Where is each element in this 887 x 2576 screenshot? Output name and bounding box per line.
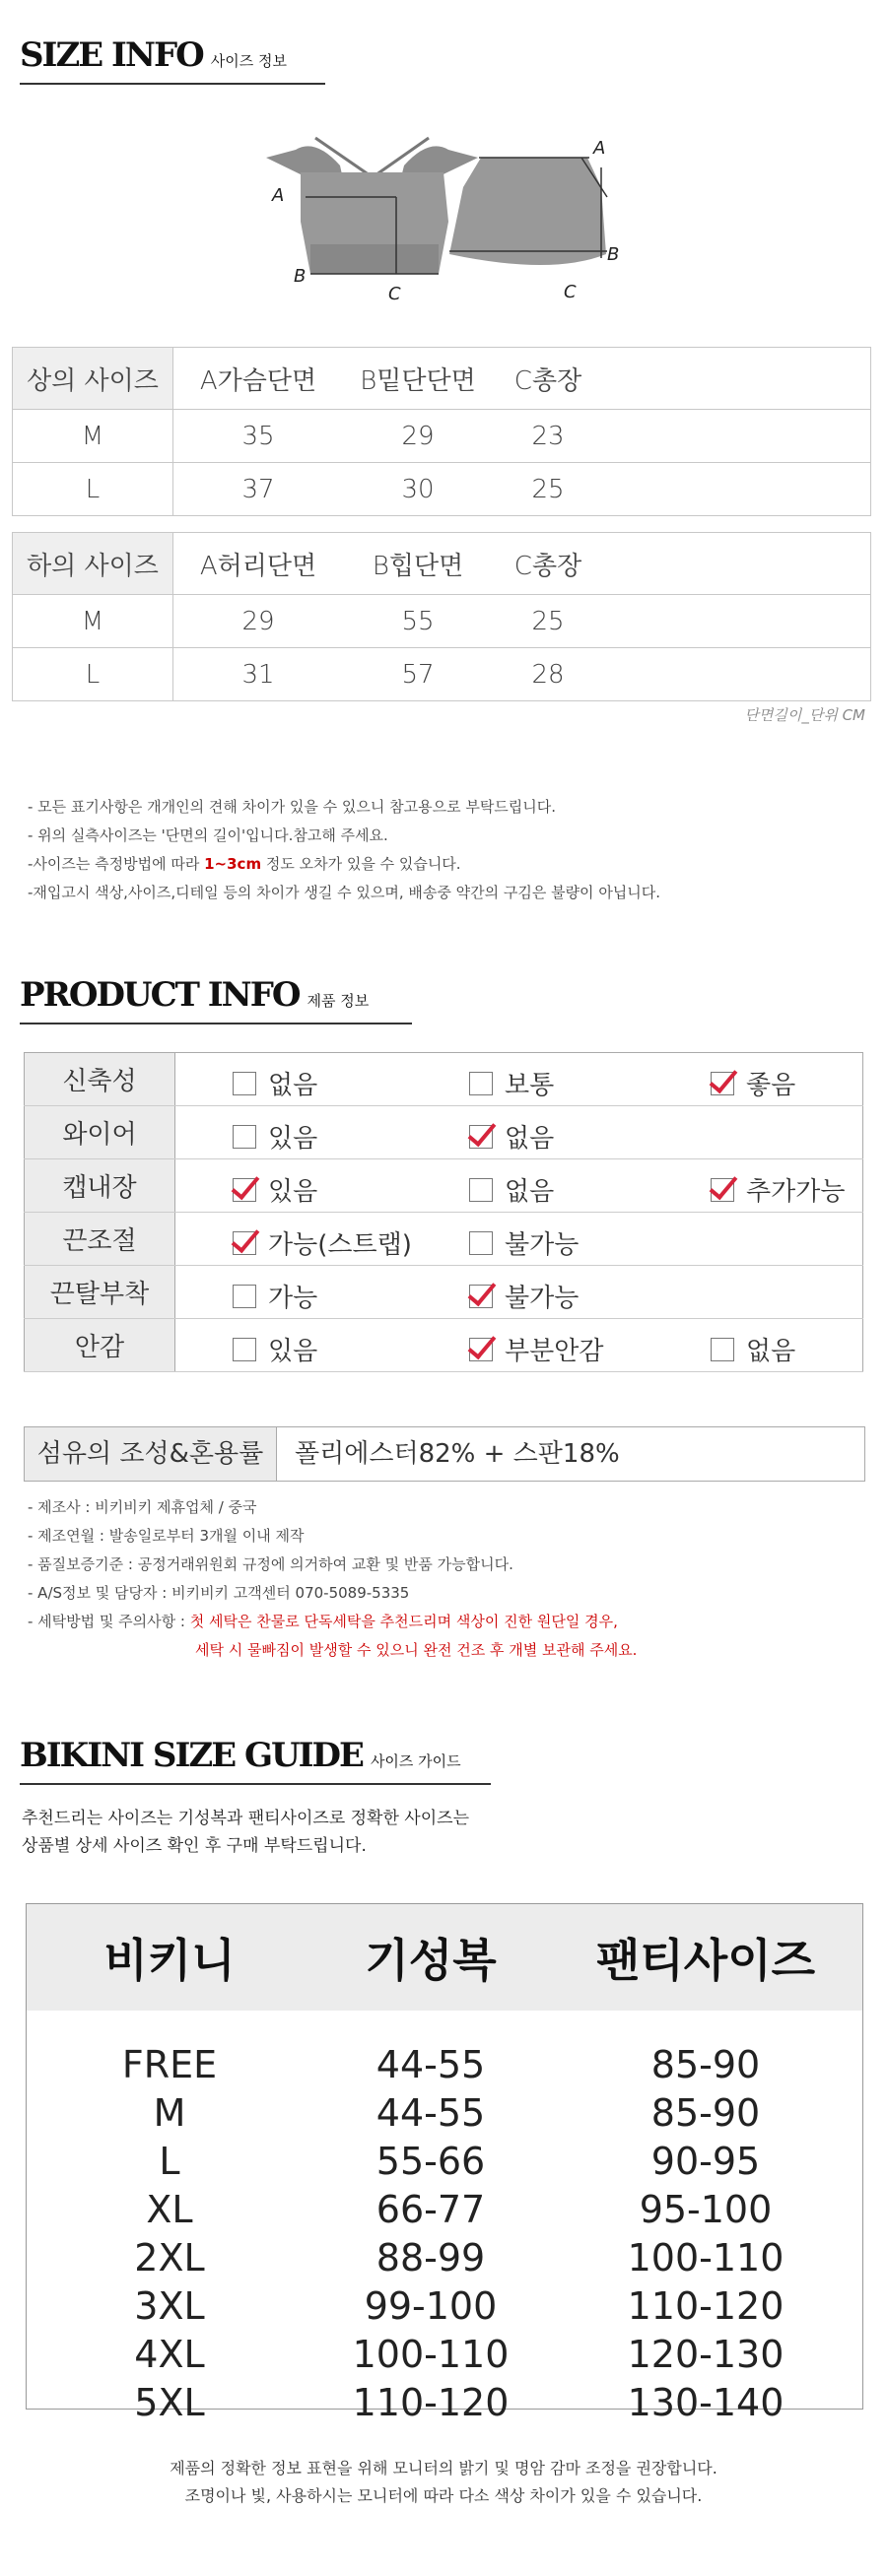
option-label: 좋음 bbox=[746, 1071, 796, 1100]
checkbox-icon bbox=[469, 1178, 493, 1202]
guide-row bbox=[27, 2088, 862, 2137]
table-header-row bbox=[13, 533, 871, 595]
guide-cell: M bbox=[153, 2090, 186, 2135]
bikini-guide-underline bbox=[20, 1783, 491, 1785]
value-cell: 28 bbox=[493, 648, 603, 701]
table-header-cell: B밑단단면 bbox=[343, 348, 493, 410]
guide-cell: 44-55 bbox=[375, 2090, 486, 2135]
product-info-label: 안감 bbox=[25, 1319, 175, 1372]
product-info-row bbox=[25, 1266, 863, 1319]
guide-cell: L bbox=[159, 2139, 180, 2183]
bottom-garment-illustration bbox=[449, 158, 606, 265]
table-header-cell: B힙단면 bbox=[343, 533, 493, 595]
option-label: 가능(스트랩) bbox=[268, 1230, 412, 1260]
bikini-guide-subtitle: 사이즈 가이드 bbox=[370, 1752, 461, 1770]
option-label: 부분안감 bbox=[505, 1337, 604, 1366]
diagram-label-b-top: B bbox=[294, 266, 307, 287]
product-info-heading bbox=[20, 975, 369, 1015]
size-cell: M bbox=[13, 595, 173, 648]
top-size-table bbox=[12, 347, 871, 516]
table-header-cell: 하의 사이즈 bbox=[13, 533, 173, 595]
guide-cell: 100-110 bbox=[352, 2332, 510, 2376]
checkbox-icon bbox=[469, 1072, 493, 1095]
bikini-size-guide-table bbox=[26, 1903, 863, 2424]
note-line: - 모든 표기사항은 개개인의 견해 차이가 있을 수 있으니 참고용으로 부탁드립니다. bbox=[28, 798, 557, 816]
guide-cell: 44-55 bbox=[375, 2042, 486, 2086]
product-option bbox=[469, 1331, 603, 1367]
size-diagram bbox=[256, 128, 631, 305]
guide-header-row bbox=[27, 1904, 862, 2011]
size-info-heading bbox=[20, 35, 287, 75]
diagram-label-c-top: C bbox=[388, 284, 401, 304]
guide-cell: 85-90 bbox=[650, 2042, 761, 2086]
guide-cell: 88-99 bbox=[375, 2235, 486, 2279]
bottom-size-table bbox=[12, 532, 871, 701]
guide-row bbox=[27, 2137, 862, 2185]
guide-header-cell: 팬티사이즈 bbox=[595, 1934, 816, 1987]
checked-checkbox-icon bbox=[711, 1072, 734, 1095]
size-notes bbox=[28, 793, 660, 907]
fiber-value: 폴리에스터82% + 스판18% bbox=[295, 1439, 620, 1469]
product-option bbox=[233, 1331, 317, 1367]
option-label: 없음 bbox=[505, 1177, 555, 1207]
checkbox-icon bbox=[469, 1231, 493, 1255]
product-info-subtitle: 제품 정보 bbox=[307, 992, 370, 1010]
value-cell: 30 bbox=[343, 463, 493, 516]
guide-cell: 4XL bbox=[134, 2332, 205, 2376]
guide-cell: 100-110 bbox=[627, 2235, 785, 2279]
table-empty-cell bbox=[603, 348, 871, 410]
guide-row bbox=[27, 2185, 862, 2233]
checked-checkbox-icon bbox=[233, 1178, 256, 1202]
unit-note: 단면길이_단위 CM bbox=[744, 706, 865, 724]
product-option bbox=[233, 1278, 317, 1314]
guide-cell: 110-120 bbox=[352, 2380, 510, 2424]
product-info-row bbox=[25, 1213, 863, 1266]
guide-cell: 85-90 bbox=[650, 2090, 761, 2135]
option-label: 있음 bbox=[268, 1177, 318, 1207]
option-label: 보통 bbox=[505, 1071, 555, 1100]
guide-row bbox=[27, 2233, 862, 2281]
tolerance-highlight: 1~3cm bbox=[204, 855, 262, 873]
product-option bbox=[711, 1331, 795, 1367]
product-option bbox=[233, 1171, 317, 1208]
fiber-label: 섬유의 조성&혼용률 bbox=[25, 1427, 277, 1481]
checkbox-icon bbox=[233, 1125, 256, 1149]
product-option bbox=[469, 1118, 554, 1155]
product-info-title: PRODUCT INFO bbox=[20, 975, 300, 1015]
care-line-2: 세탁 시 물빠짐이 발생할 수 있으니 완전 건조 후 개별 보관해 주세요. bbox=[195, 1641, 638, 1659]
guide-cell: 2XL bbox=[134, 2235, 205, 2279]
guide-cell: 5XL bbox=[134, 2380, 205, 2424]
table-header-cell: C총장 bbox=[493, 348, 603, 410]
checkbox-icon bbox=[233, 1285, 256, 1308]
value-cell: 29 bbox=[173, 595, 344, 648]
checked-checkbox-icon bbox=[469, 1338, 493, 1361]
care-line: - 세탁방법 및 주의사항 : 첫 세탁은 찬물로 단독세탁을 추천드리며 색상이 진한 원단일 경우, bbox=[28, 1613, 618, 1630]
checked-checkbox-icon bbox=[469, 1285, 493, 1308]
value-cell: 25 bbox=[493, 595, 603, 648]
product-info-label: 신축성 bbox=[25, 1053, 175, 1106]
size-cell: L bbox=[13, 463, 173, 516]
guide-cell: 55-66 bbox=[375, 2139, 486, 2183]
option-label: 있음 bbox=[268, 1337, 318, 1366]
table-header-cell: 상의 사이즈 bbox=[13, 348, 173, 410]
value-cell: 55 bbox=[343, 595, 493, 648]
guide-cell: 130-140 bbox=[627, 2380, 785, 2424]
guide-cell: 110-120 bbox=[627, 2283, 785, 2328]
checkbox-icon bbox=[233, 1072, 256, 1095]
diagram-label-b-bottom: B bbox=[607, 244, 620, 265]
option-label: 불가능 bbox=[505, 1284, 580, 1313]
product-option bbox=[469, 1065, 554, 1101]
product-info-row bbox=[25, 1319, 863, 1372]
guide-row bbox=[27, 2040, 862, 2088]
diagram-label-a-top: A bbox=[272, 185, 285, 206]
product-option bbox=[711, 1171, 845, 1208]
size-info-underline bbox=[20, 83, 325, 85]
table-header-row bbox=[13, 348, 871, 410]
table-row bbox=[13, 463, 871, 516]
guide-row bbox=[27, 2330, 862, 2378]
note-line: -재입고시 색상,사이즈,디테일 등의 차이가 생길 수 있으며, 배송중 약간의 구김은 불량이 아닙니다. bbox=[28, 884, 661, 901]
detail-line: - A/S정보 및 담당자 : 비키비키 고객센터 070-5089-5335 bbox=[28, 1584, 410, 1602]
guide-cell: 95-100 bbox=[639, 2187, 773, 2231]
table-row bbox=[13, 410, 871, 463]
guide-header-cell: 비키니 bbox=[103, 1934, 236, 1987]
checkbox-icon bbox=[711, 1338, 734, 1361]
option-label: 없음 bbox=[746, 1337, 796, 1366]
bikini-guide-title: BIKINI SIZE GUIDE bbox=[20, 1736, 363, 1775]
bikini-guide-intro: 추천드리는 사이즈는 기성복과 팬티사이즈로 정확한 사이즈는 상품별 상세 사이즈 확인 후 구매 부탁드립니다. bbox=[22, 1809, 469, 1856]
value-cell: 29 bbox=[343, 410, 493, 463]
size-cell: L bbox=[13, 648, 173, 701]
guide-cell: 90-95 bbox=[650, 2139, 761, 2183]
table-header-cell: A가슴단면 bbox=[173, 348, 344, 410]
value-cell: 57 bbox=[343, 648, 493, 701]
table-empty-cell bbox=[603, 533, 871, 595]
option-label: 없음 bbox=[505, 1124, 555, 1154]
diagram-label-c-bottom: C bbox=[564, 282, 577, 302]
option-label: 가능 bbox=[268, 1284, 318, 1313]
table-row bbox=[13, 595, 871, 648]
guide-cell: 3XL bbox=[134, 2283, 205, 2328]
size-info-subtitle: 사이즈 정보 bbox=[210, 52, 287, 70]
fiber-composition bbox=[24, 1426, 865, 1482]
product-info-row bbox=[25, 1053, 863, 1106]
checked-checkbox-icon bbox=[711, 1178, 734, 1202]
product-option bbox=[233, 1118, 317, 1155]
option-label: 있음 bbox=[268, 1124, 318, 1154]
product-info-row bbox=[25, 1106, 863, 1159]
detail-line: - 제조연월 : 발송일로부터 3개월 이내 제작 bbox=[28, 1527, 305, 1545]
option-label: 없음 bbox=[268, 1071, 318, 1100]
size-cell: M bbox=[13, 410, 173, 463]
product-info-table bbox=[24, 1052, 863, 1372]
guide-row bbox=[27, 2281, 862, 2330]
note-line: - 위의 실측사이즈는 '단면의 길이'입니다.참고해 주세요. bbox=[28, 826, 388, 844]
product-option bbox=[469, 1171, 554, 1208]
note-line: -사이즈는 측정방법에 따라 1~3cm 정도 오차가 있을 수 있습니다. bbox=[28, 855, 461, 873]
value-cell: 37 bbox=[173, 463, 344, 516]
product-info-label: 끈탈부착 bbox=[25, 1266, 175, 1319]
checked-checkbox-icon bbox=[469, 1125, 493, 1149]
table-header-cell: C총장 bbox=[493, 533, 603, 595]
size-info-title: SIZE INFO bbox=[20, 35, 203, 75]
value-cell: 23 bbox=[493, 410, 603, 463]
option-label: 불가능 bbox=[505, 1230, 580, 1260]
table-header-cell: A허리단면 bbox=[173, 533, 344, 595]
guide-cell: 66-77 bbox=[375, 2187, 486, 2231]
product-option bbox=[469, 1224, 579, 1261]
bikini-guide-heading bbox=[20, 1736, 461, 1775]
product-info-row bbox=[25, 1159, 863, 1213]
product-option bbox=[233, 1065, 317, 1101]
product-option bbox=[233, 1224, 412, 1261]
guide-row bbox=[27, 2378, 862, 2426]
product-info-label: 끈조절 bbox=[25, 1213, 175, 1266]
diagram-label-a-bottom: A bbox=[593, 138, 606, 159]
monitor-notice: 제품의 정확한 정보 표현을 위해 모니터의 밝기 및 명암 감마 조정을 권장합니다. 조명이나 빛, 사용하시는 모니터에 따라 다소 색상 차이가 있을 수 있습니다. bbox=[170, 2459, 717, 2505]
product-details bbox=[28, 1493, 637, 1665]
guide-cell: 99-100 bbox=[364, 2283, 498, 2328]
checkbox-icon bbox=[233, 1338, 256, 1361]
detail-line: - 제조사 : 비키비키 제휴업체 / 중국 bbox=[28, 1498, 257, 1516]
top-garment-illustration bbox=[266, 138, 478, 274]
value-cell: 31 bbox=[173, 648, 344, 701]
product-info-underline bbox=[20, 1023, 412, 1024]
guide-cell: FREE bbox=[121, 2042, 218, 2086]
guide-cell: XL bbox=[146, 2187, 193, 2231]
guide-body bbox=[27, 2011, 862, 2446]
detail-line: - 품질보증기준 : 공정거래위원회 규정에 의거하여 교환 및 반품 가능합니다. bbox=[28, 1555, 513, 1573]
product-info-label: 와이어 bbox=[25, 1106, 175, 1159]
product-info-label: 캡내장 bbox=[25, 1159, 175, 1213]
guide-header-cell: 기성복 bbox=[365, 1934, 497, 1987]
product-option bbox=[469, 1278, 579, 1314]
value-cell: 25 bbox=[493, 463, 603, 516]
value-cell: 35 bbox=[173, 410, 344, 463]
table-row bbox=[13, 648, 871, 701]
option-label: 추가가능 bbox=[746, 1177, 846, 1207]
product-option bbox=[711, 1065, 795, 1101]
checked-checkbox-icon bbox=[233, 1231, 256, 1255]
guide-cell: 120-130 bbox=[627, 2332, 785, 2376]
